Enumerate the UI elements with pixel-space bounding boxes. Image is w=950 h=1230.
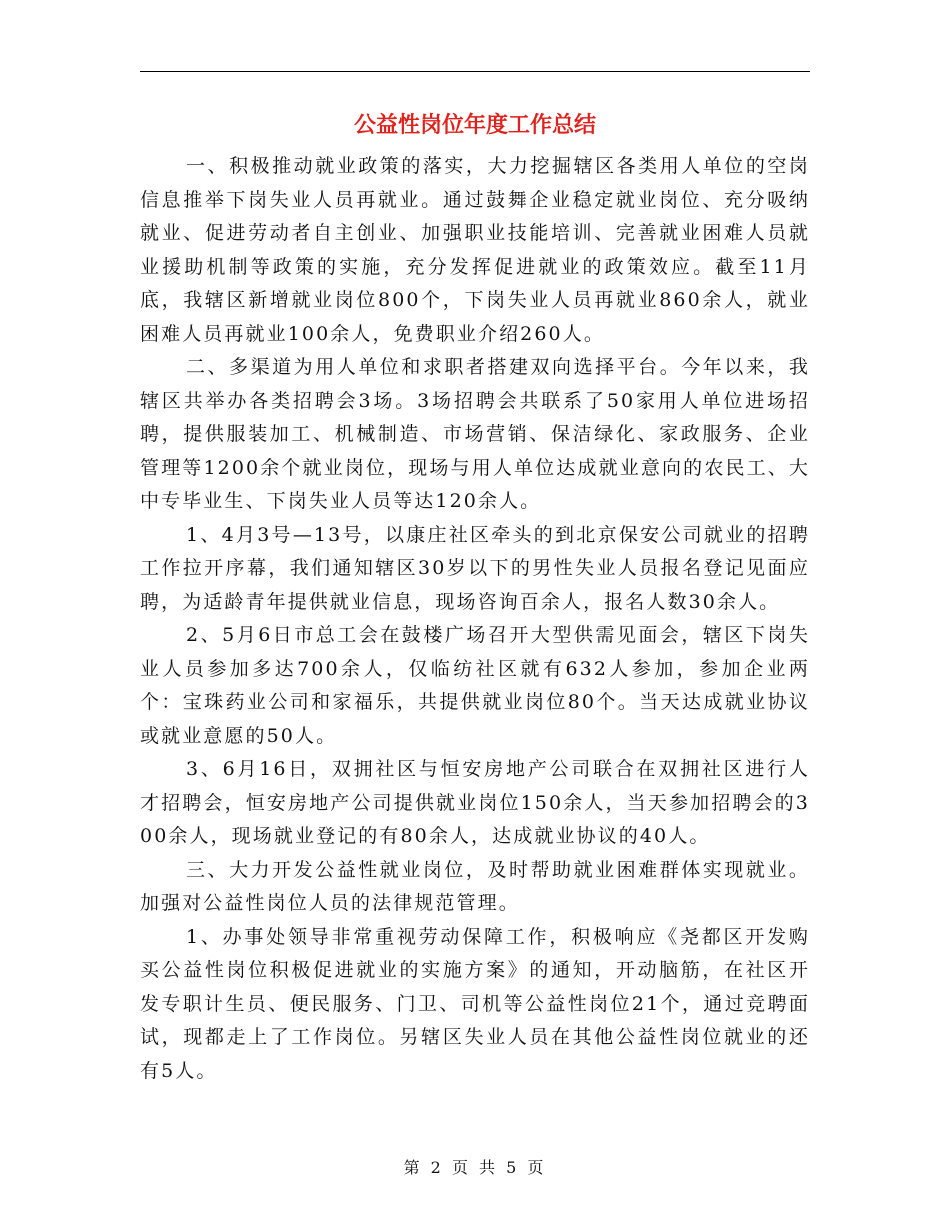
page-number-footer: 第 2 页 共 5 页: [403, 1158, 547, 1177]
paragraph-employment-policy: 一、积极推动就业政策的落实，大力挖掘辖区各类用人单位的空岗信息推举下岗失业人员再就业。通过鼓舞企业稳定就业岗位、充分吸纳就业、促进劳动者自主创业、加强职业技能培训、完善就业困难人员就业援助机制等政策的实施，充分发挥促进就业的政策效应。截至11月底，我辖区新增就业岗位800个，下岗失业人员再就业860余人，就业困难人员再就业100余人，免费职业介绍260人。: [140, 155, 810, 345]
document-title: 公益性岗位年度工作总结: [353, 112, 596, 138]
paragraph-job-fairs: 二、多渠道为用人单位和求职者搭建双向选择平台。今年以来，我辖区共举办各类招聘会3场。3场招聘会共联系了50家用人单位进场招聘，提供服装加工、机械制造、市场营销、保洁绿化、家政服务、企业管理等1200余个就业岗位，现场与用人单位达成就业意向的农民工、大中专毕业生、下岗失业人员等达120余人。: [140, 356, 810, 512]
paragraph-item-1-beijing-security: 1、4月3号—13号，以康庄社区牵头的到北京保安公司就业的招聘工作拉开序幕，我们通知辖区30岁以下的男性失业人员报名登记见面应聘，为适龄青年提供就业信息，现场咨询百余人，报名人数30余人。: [140, 523, 810, 613]
document-body: [140, 150, 810, 1088]
header-rule: [140, 71, 810, 72]
paragraph-item-2-drum-tower-fair: 2、5月6日市总工会在鼓楼广场召开大型供需见面会，辖区下岗失业人员参加多达700余人，仅临纺社区就有632人参加，参加企业两个：宝珠药业公司和家福乐，共提供就业岗位80个。当天达成就业协议或就业意愿的50人。: [140, 624, 810, 747]
paragraph-public-welfare-posts: 三、大力开发公益性就业岗位，及时帮助就业困难群体实现就业。加强对公益性岗位人员的法律规范管理。: [140, 858, 810, 914]
paragraph-item-3-hengan-fair: 3、6月16日，双拥社区与恒安房地产公司联合在双拥社区进行人才招聘会，恒安房地产公司提供就业岗位150余人，当天参加招聘会的300余人，现场就业登记的有80余人，达成就业协议的40人。: [140, 758, 810, 847]
paragraph-item-1-office-leadership: 1、办事处领导非常重视劳动保障工作，积极响应《尧都区开发购买公益性岗位积极促进就业的实施方案》的通知，开动脑筋，在社区开发专职计生员、便民服务、门卫、司机等公益性岗位21个，通过竞聘面试，现都走上了工作岗位。另辖区失业人员在其他公益性岗位就业的还有5人。: [140, 925, 810, 1082]
